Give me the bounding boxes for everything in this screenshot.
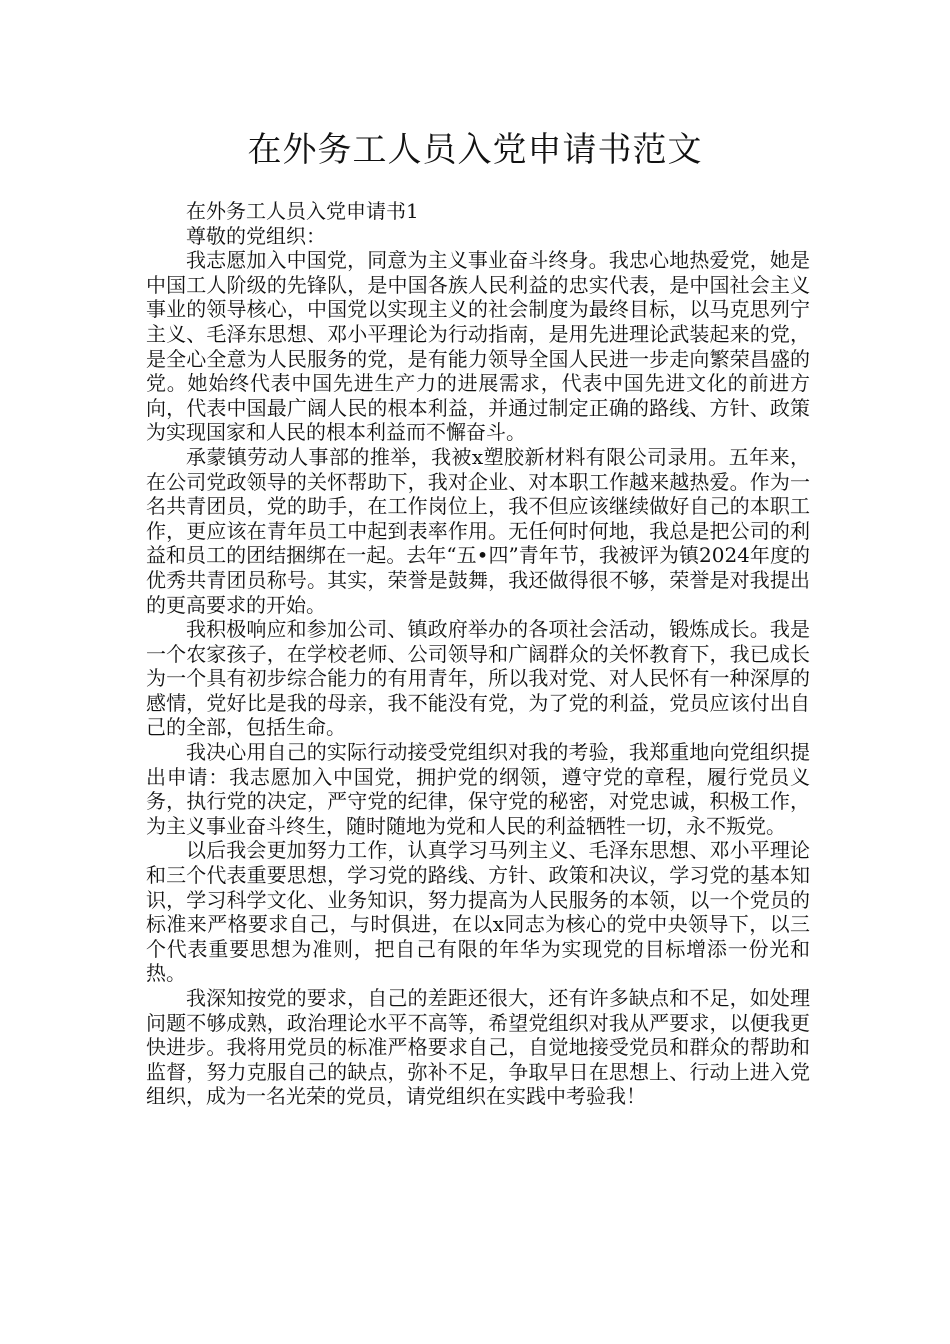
paragraph-3: 我积极响应和参加公司、镇政府举办的各项社会活动，锻炼成长。我是一个农家孩子，在学校老师、公司领导和广阔群众的关怀教育下，我已成长为一个具有初步综合能力的有用青年，所以我对党、对人民怀有一种深厚的感情，党好比是我的母亲，我不能没有党，为了党的利益，党员应该付出自己的全部，包括生命。 (146, 617, 810, 740)
document-body (146, 199, 810, 1109)
paragraph-6: 我深知按党的要求，自己的差距还很大，还有许多缺点和不足，如处理问题不够成熟，政治理论水平不高等，希望党组织对我从严要求，以便我更快进步。我将用党员的标准严格要求自己，自觉地接受党员和群众的帮助和监督，努力克服自己的缺点，弥补不足，争取早日在思想上、行动上进入党组织，成为一名光荣的党员，请党组织在实践中考验我！ (146, 986, 810, 1109)
paragraph-5: 以后我会更加努力工作，认真学习马列主义、毛泽东思想、邓小平理论和三个代表重要思想，学习党的路线、方针、政策和决议，学习党的基本知识，学习科学文化、业务知识，努力提高为人民服务的本领，以一个党员的标准来严格要求自己，与时俱进，在以x同志为核心的党中央领导下，以三个代表重要思想为准则，把自己有限的年华为实现党的目标增添一份光和热。 (146, 838, 810, 986)
paragraph-4: 我决心用自己的实际行动接受党组织对我的考验，我郑重地向党组织提出申请：我志愿加入中国党，拥护党的纲领，遵守党的章程，履行党员义务，执行党的决定，严守党的纪律，保守党的秘密，对党忠诚，积极工作，为主义事业奋斗终生，随时随地为党和人民的利益牺牲一切，永不叛党。 (146, 740, 810, 838)
paragraph-2: 承蒙镇劳动人事部的推举，我被x塑胶新材料有限公司录用。五年来，在公司党政领导的关怀帮助下，我对企业、对本职工作越来越热爱。作为一名共青团员，党的助手，在工作岗位上，我不但应该继续做好自己的本职工作，更应该在青年员工中起到表率作用。无任何时何地，我总是把公司的利益和员工的团结捆绑在一起。去年“五•四”青年节，我被评为镇2024年度的优秀共青团员称号。其实，荣誉是鼓舞，我还做得很不够，荣誉是对我提出的更高要求的开始。 (146, 444, 810, 617)
paragraph-1: 我志愿加入中国党，同意为主义事业奋斗终身。我忠心地热爱党，她是中国工人阶级的先锋队，是中国各族人民利益的忠实代表，是中国社会主义事业的领导核心，中国党以实现主义的社会制度为最终目标，以马克思列宁主义、毛泽东思想、邓小平理论为行动指南，是用先进理论武装起来的党，是全心全意为人民服务的党，是有能力领导全国人民进一步走向繁荣昌盛的党。她始终代表中国先进生产力的进展需求，代表中国先进文化的前进方向，代表中国最广阔人民的根本利益，并通过制定正确的路线、方针、政策为实现国家和人民的根本利益而不懈奋斗。 (146, 248, 810, 445)
document-subtitle: 在外务工人员入党申请书1 (186, 199, 419, 223)
salutation: 尊敬的党组织： (186, 223, 326, 248)
document-title: 在外务工人员入党申请书范文 (247, 130, 703, 170)
